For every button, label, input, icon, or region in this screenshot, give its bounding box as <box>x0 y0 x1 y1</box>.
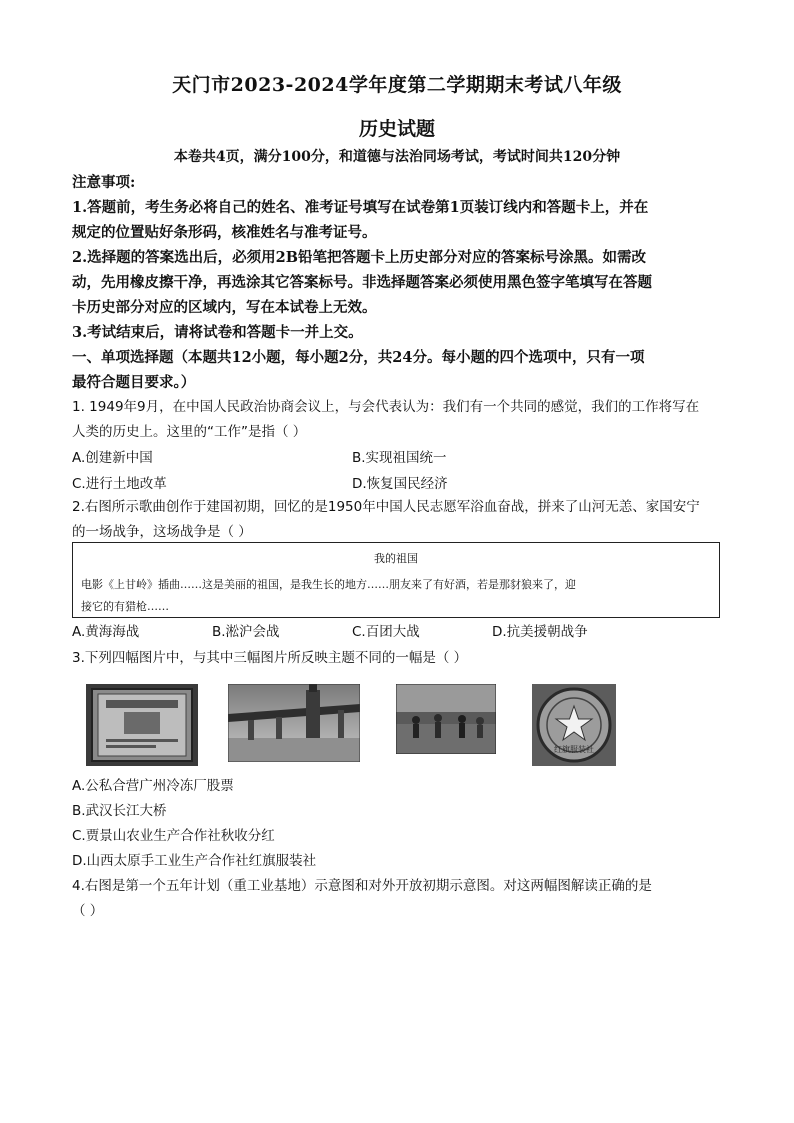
notes-block <box>72 170 722 395</box>
song-lyrics-box <box>72 542 720 618</box>
question-4 <box>72 874 722 924</box>
q4-stem-line-1: 4.右图是第一个五年计划（重工业基地）示意图和对外开放初期示意图。对这两幅图解读正确的是 <box>72 878 652 894</box>
section-1-heading-line-2: 最符合题目要求。） <box>72 374 196 391</box>
q2-option-b: B.淞沪会战 <box>212 624 280 640</box>
note-2-line-2: 动，先用橡皮擦干净，再选涂其它答案标号。非选择题答案必须使用黑色签字笔填写在答题 <box>72 274 652 291</box>
exam-info: 本卷共4页，满分100分，和道德与法治同场考试，考试时间共120分钟 <box>173 149 621 165</box>
q3-option-d: D.山西太原手工业生产合作社红旗服装社 <box>72 853 317 869</box>
q1-stem-line-2: 人类的历史上。这里的“工作”是指（ ） <box>72 424 307 440</box>
q2-option-d: D.抗美援朝战争 <box>492 624 588 640</box>
song-lyrics-line-2: 接它的有猎枪…… <box>81 600 169 613</box>
seal-text: 红旗服装社 <box>554 745 594 754</box>
exam-title: 天门市2023-2024学年度第二学期期末考试八年级 <box>172 74 622 96</box>
q2-option-c: C.百团大战 <box>352 624 420 640</box>
q3-stem: 3.下列四幅图片中，与其中三幅图片所反映主题不同的一幅是（ ） <box>72 650 468 666</box>
q2-option-a: A.黄海海战 <box>72 624 140 640</box>
cooperative-seal-image <box>532 684 616 766</box>
note-2-line-3: 卡历史部分对应的区域内，写在本试卷上无效。 <box>72 299 377 316</box>
song-lyrics-line-1: 电影《上甘岭》插曲……这是美丽的祖国，是我生长的地方……朋友来了有好酒，若是那豺狼来了，迎 <box>81 578 576 591</box>
q3-option-b: B.武汉长江大桥 <box>72 803 167 819</box>
q2-stem-line-2: 的一场战争，这场战争是（ ） <box>72 524 252 540</box>
q1-option-d: D.恢复国民经济 <box>352 476 448 492</box>
question-2-options <box>72 620 722 644</box>
stock-certificate-image <box>86 684 198 766</box>
song-title: 我的祖国 <box>374 552 418 565</box>
note-1-line-2: 规定的位置贴好条形码，核准姓名与准考证号。 <box>72 224 377 241</box>
question-1 <box>72 395 722 497</box>
subject-title: 历史试题 <box>358 118 435 140</box>
harvest-photo-image <box>396 684 496 754</box>
notes-heading: 注意事项: <box>72 174 136 191</box>
q1-option-a: A.创建新中国 <box>72 450 153 466</box>
q4-stem-line-2: （ ） <box>72 903 104 919</box>
question-3-options <box>72 774 722 874</box>
section-1-heading-line-1: 一、单项选择题（本题共12小题，每小题2分，共24分。每小题的四个选项中，只有一项 <box>72 349 645 366</box>
q3-image-row <box>86 684 616 766</box>
q3-option-c: C.贾景山农业生产合作社秋收分红 <box>72 828 275 844</box>
note-3: 3.考试结束后，请将试卷和答题卡一并上交。 <box>72 324 363 341</box>
q1-option-c: C.进行土地改革 <box>72 476 167 492</box>
note-2-line-1: 2.选择题的答案选出后，必须用2B铅笔把答题卡上历史部分对应的答案标号涂黑。如需改 <box>72 249 646 266</box>
q2-stem-line-1: 2.右图所示歌曲创作于建国初期，回忆的是1950年中国人民志愿军浴血奋战，拼来了山河无恙、家国安宁 <box>72 499 700 515</box>
yangtze-bridge-image <box>228 684 360 762</box>
q1-option-b: B.实现祖国统一 <box>352 450 447 466</box>
note-1-line-1: 1.答题前，考生务必将自己的姓名、准考证号填写在试卷第1页装订线内和答题卡上，并在 <box>72 199 649 216</box>
question-2 <box>72 495 722 545</box>
q3-option-a: A.公私合营广州冷冻厂股票 <box>72 778 234 794</box>
q1-stem-line-1: 1. 1949年9月，在中国人民政治协商会议上，与会代表认为：我们有一个共同的感觉，我们的工作将写在 <box>72 399 700 415</box>
question-3 <box>72 646 722 671</box>
